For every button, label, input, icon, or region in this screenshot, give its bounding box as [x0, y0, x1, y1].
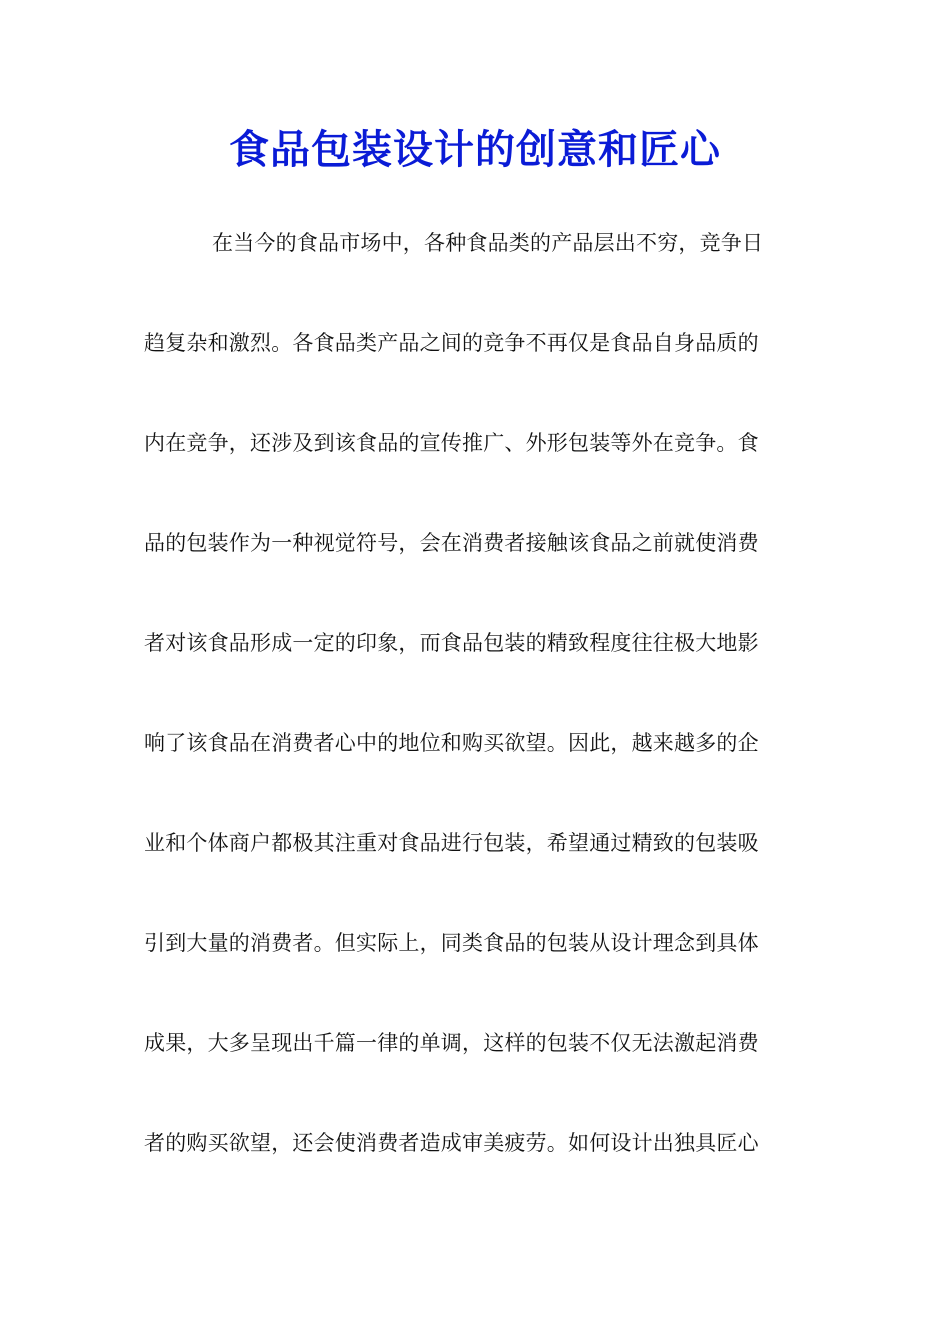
paragraph-line: 在当今的食品市场中，各种食品类的产品层出不穷，竞争日 [212, 231, 764, 255]
body-paragraph [144, 228, 806, 1228]
paragraph-line: 者对该食品形成一定的印象，而食品包装的精致程度往往极大地影 [144, 631, 759, 655]
paragraph-line: 响了该食品在消费者心中的地位和购买欲望。因此，越来越多的企 [144, 731, 759, 755]
paragraph-line: 引到大量的消费者。但实际上，同类食品的包装从设计理念到具体 [144, 931, 759, 955]
paragraph-line: 成果，大多呈现出千篇一律的单调，这样的包装不仅无法激起消费 [144, 1031, 759, 1055]
paragraph-line: 者的购买欲望，还会使消费者造成审美疲劳。如何设计出独具匠心 [144, 1131, 759, 1155]
paragraph-line: 业和个体商户都极其注重对食品进行包装，希望通过精致的包装吸 [144, 831, 759, 855]
paragraph-line: 趋复杂和激烈。各食品类产品之间的竞争不再仅是食品自身品质的 [144, 331, 759, 355]
paragraph-line: 内在竞争，还涉及到该食品的宣传推广、外形包装等外在竞争。食 [144, 431, 759, 455]
document-title: 食品包装设计的创意和匠心 [229, 126, 721, 173]
paragraph-line: 品的包装作为一种视觉符号，会在消费者接触该食品之前就使消费 [144, 531, 759, 555]
